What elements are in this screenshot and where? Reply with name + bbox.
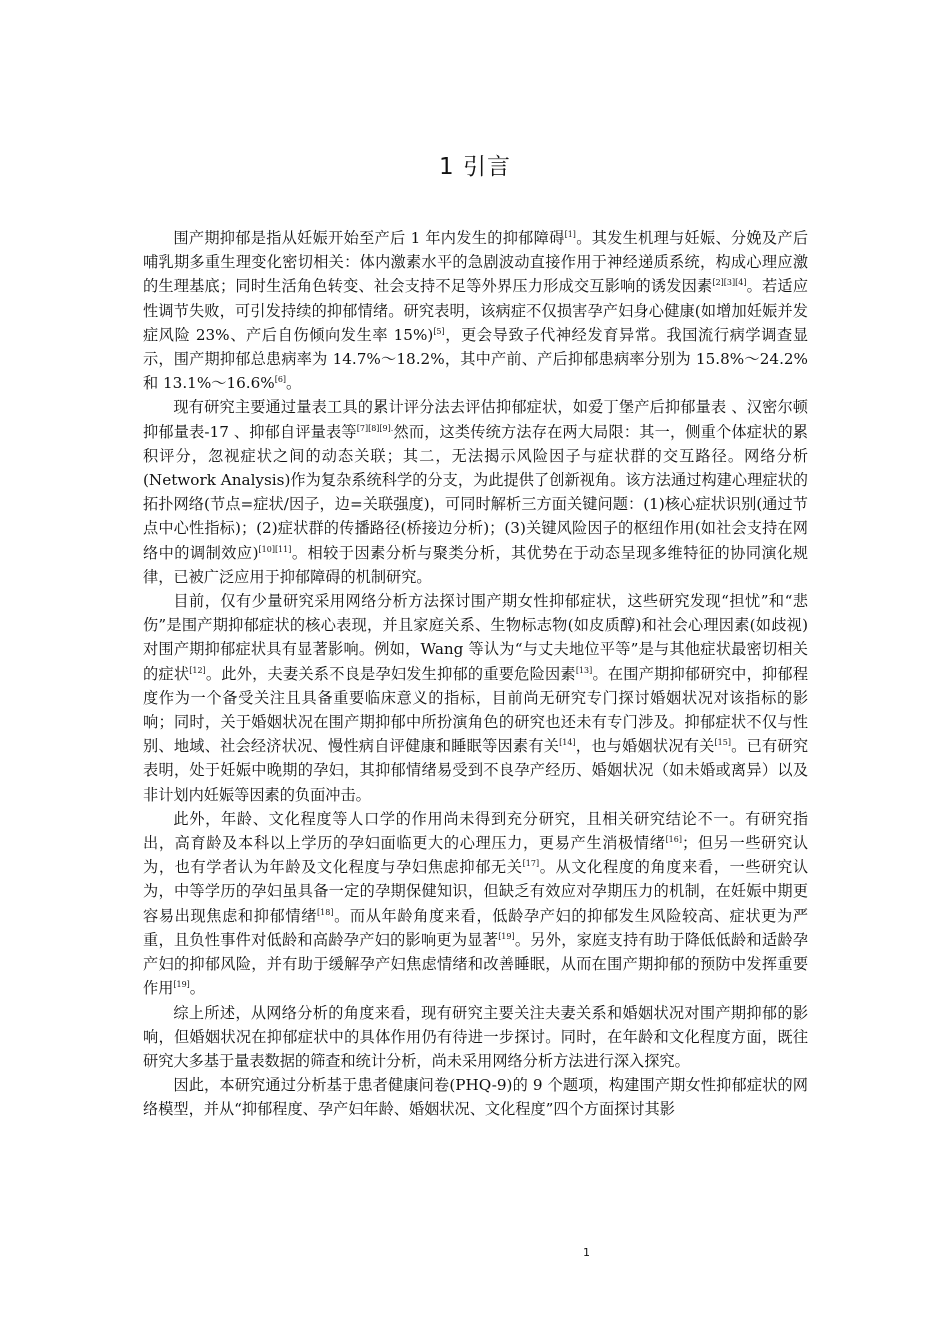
paragraph	[143, 589, 808, 807]
paragraph	[143, 807, 808, 1001]
citation-ref: [2][3][4]	[712, 278, 747, 288]
paragraph	[143, 226, 808, 395]
citation-ref: [13]	[575, 665, 593, 675]
text-run: ，更会导致子代神经发育异常。我国流行病学调查显示，围产期抑郁总患病率为 14.7%～18.2%，其中产前、产后抑郁患病率分别为 15.8%～24.2%和 13.1%～16.6%	[143, 325, 809, 393]
citation-ref: [19]	[498, 931, 515, 941]
paragraph	[143, 1073, 808, 1121]
citation-ref: [17]	[522, 859, 540, 869]
body-text	[143, 226, 808, 1122]
text-run: 。从文化程度的角度来看，一些研究认为，中等学历的孕妇虽具备一定的孕期保健知识，但缺乏有效应对孕期压力的机制，在妊娠中期更容易出现焦虑和抑郁情绪	[143, 858, 809, 925]
text-run: ；但另一些研究认为，也有学者认为年龄及文化程度与孕妇焦虑抑郁无关	[143, 834, 809, 877]
citation-ref: [1]	[564, 230, 576, 239]
text-run: 。其发生机理与妊娠、分娩及产后哺乳期多重生理变化密切相关：体内激素水平的急剧波动直接作用于神经递质系统，构成心理应激的生理基底；同时生活角色转变、社会支持不足等外界压力形成交互影响的诱发因素	[143, 229, 809, 296]
citation-ref: [15]	[714, 738, 731, 748]
citation-ref: [18]	[317, 907, 334, 917]
section-title: 1 引言	[439, 154, 511, 180]
citation-ref: [7][8][9].	[356, 423, 394, 433]
paragraph	[143, 1001, 808, 1074]
citation-ref: [16]	[665, 835, 682, 845]
citation-ref: [10][11]	[258, 544, 292, 554]
text-run: 。而从年龄角度来看，低龄孕产妇的抑郁发生风险较高、症状更为严重，且负性事件对低龄和高龄孕产妇的影响更为显著	[143, 906, 809, 949]
citation-ref: [19]	[173, 980, 190, 990]
citation-ref: [5]	[433, 326, 445, 336]
text-run: 。另外，家庭支持有助于降低低龄和适龄孕产妇的抑郁风险，并有助于缓解孕产妇焦虑情绪和改善睡眠，从而在围产期抑郁的预防中发挥重要作用	[143, 930, 809, 998]
text-run: ，也与婚姻状况有关	[575, 737, 715, 756]
citation-ref: [6]	[274, 375, 287, 385]
page-number: 1	[583, 1246, 590, 1259]
citation-ref: [14]	[559, 738, 576, 748]
citation-ref: [12]	[189, 665, 206, 675]
text-run: 目前，仅有少量研究采用网络分析方法探讨围产期女性抑郁症状，这些研究发现“担忧”和“悲伤”是围产期抑郁症状的核心表现，并且家庭关系、生物标志物(如皮质醇)和社会心理因素(如歧视)对围产期抑郁症状具有显著影响。例如，Wang 等认为“与丈夫地位平等”是与其他症状最密切相关的症状	[143, 592, 808, 683]
text-run: 。	[189, 979, 205, 998]
text-run: 。已有研究表明，处于妊娠中晚期的孕妇，其抑郁情绪易受到不良孕产经历、婚姻状况（如未婚或离异）以及非计划内妊娠等因素的负面冲击。	[143, 737, 809, 804]
text-run: 。若适应性调节失败，可引发持续的抑郁情绪。研究表明，该病症不仅损害孕产妇身心健康(如增加妊娠并发症风险 23%、产后自伤倾向发生率 15%)	[143, 277, 809, 344]
text-run: 现有研究主要通过量表工具的累计评分法去评估抑郁症状，如爱丁堡产后抑郁量表 、汉密尔顿抑郁量表-17 、抑郁自评量表等	[143, 398, 808, 441]
text-run: 。相较于因素分析与聚类分析，其优势在于动态呈现多维特征的协同演化规律，已被广泛应用于抑郁障碍的机制研究。	[143, 543, 808, 586]
text-run: 围产期抑郁是指从妊娠开始至产后 1 年内发生的抑郁障碍	[173, 229, 565, 247]
text-run: 综上所述，从网络分析的角度来看，现有研究主要关注夫妻关系和婚姻状况对围产期抑郁的影响，但婚姻状况在抑郁症状中的具体作用仍有待进一步探讨。同时，在年龄和文化程度方面，既往研究大多基于量表数据的筛查和统计分析，尚未采用网络分析方法进行深入探究。	[143, 1003, 808, 1070]
text-run: 。此外，夫妻关系不良是孕妇发生抑郁的重要危险因素	[205, 664, 576, 683]
paragraph	[143, 395, 808, 589]
text-run: 此外，年龄、文化程度等人口学的作用尚未得到充分研究，且相关研究结论不一。有研究指出，高育龄及本科以上学历的孕妇面临更大的心理压力，更易产生消极情绪	[143, 809, 808, 853]
text-run: 。	[286, 374, 302, 393]
text-run: 因此，本研究通过分析基于患者健康问卷(PHQ-9)的 9 个题项，构建围产期女性抑郁症状的网络模型，并从“抑郁程度、孕产妇年龄、婚姻状况、文化程度”四个方面探讨其影	[143, 1076, 808, 1119]
text-run: 然而，这类传统方法存在两大局限：其一，侧重个体症状的累积评分，忽视症状之间的动态关联；其二，无法揭示风险因子与症状群的交互路径。网络分析(Network Analysis)作为复杂系统科学的分支，为此提供了创新视角。该方法通过构建心理症状的拓扑网络(节点=症状/因子，边=关联强度)，可同时解析三方面关键问题：(1)核心症状识别(通过节点中心性指标)；(2)症状群的传播路径(桥接边分析)；(3)关键风险因子的枢纽作用(如社会支持在网络中的调制效应)	[143, 422, 808, 562]
text-run: 。在围产期抑郁研究中，抑郁程度作为一个备受关注且具备重要临床意义的指标，目前尚无研究专门探讨婚姻状况对该指标的影响；同时，关于婚姻状况在围产期抑郁中所扮演角色的研究也还未有专门涉及。抑郁症状不仅与性别、地域、社会经济状况、慢性病自评健康和睡眠等因素有关	[143, 664, 809, 756]
